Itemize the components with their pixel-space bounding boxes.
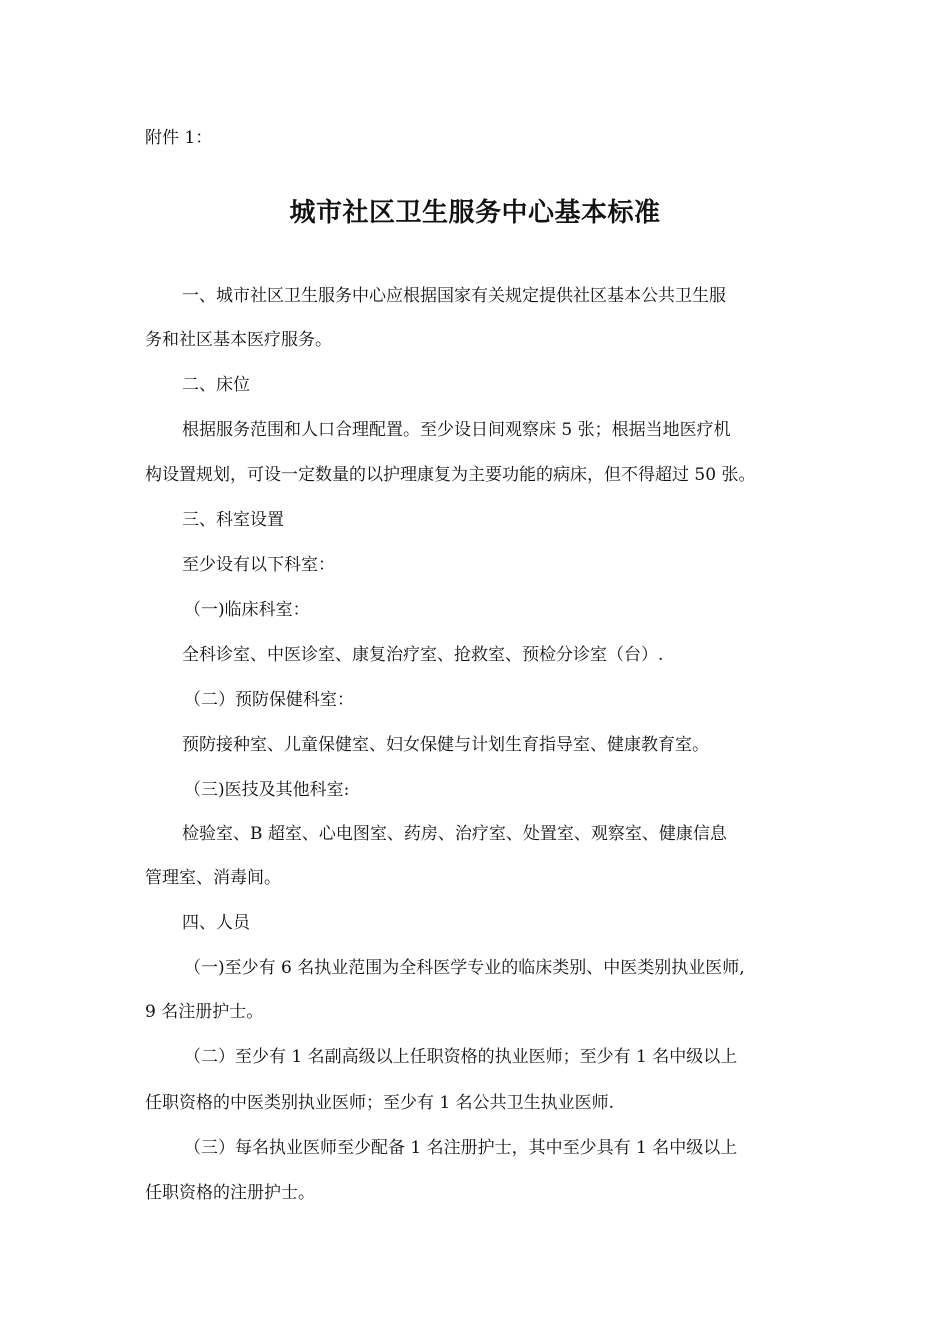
paragraph-line: （二）至少有 1 名副高级以上任职资格的执业医师；至少有 1 名中级以上: [184, 1047, 738, 1067]
paragraph-line: 管理室、消毒间。: [145, 868, 281, 888]
paragraph-line: 务和社区基本医疗服务。: [145, 330, 332, 350]
paragraph-line: 任职资格的中医类别执业医师；至少有 1 名公共卫生执业医师.: [145, 1093, 615, 1113]
document-title: 城市社区卫生服务中心基本标准: [289, 198, 661, 228]
paragraph-line: 检验室、B 超室、心电图室、药房、治疗室、处置室、观察室、健康信息: [182, 824, 727, 844]
section-heading: 四、人员: [182, 913, 250, 933]
paragraph-line: 9 名注册护士。: [145, 1002, 264, 1022]
paragraph-line: 构设置规划，可设一定数量的以护理康复为主要功能的病床，但不得超过 50 张。: [145, 465, 756, 485]
section-heading: 二、床位: [182, 375, 250, 395]
paragraph-line: 一、城市社区卫生服务中心应根据国家有关规定提供社区基本公共卫生服: [182, 286, 726, 306]
subsection-heading: （三)医技及其他科室:: [184, 780, 350, 800]
section-heading: 三、科室设置: [182, 510, 284, 530]
attachment-label: 附件 1：: [145, 128, 213, 148]
paragraph-line: 全科诊室、中医诊室、康复治疗室、抢救室、预检分诊室（台）.: [182, 645, 664, 665]
paragraph-line: 预防接种室、儿童保健室、妇女保健与计划生育指导室、健康教育室。: [182, 735, 709, 755]
paragraph-line: 根据服务范围和人口合理配置。至少设日间观察床 5 张；根据当地医疗机: [182, 420, 731, 440]
paragraph-line: （一)至少有 6 名执业范围为全科医学专业的临床类别、中医类别执业医师,: [184, 958, 745, 978]
paragraph-line: 至少设有以下科室：: [182, 555, 335, 575]
paragraph-line: 任职资格的注册护士。: [145, 1183, 315, 1203]
paragraph-line: （三）每名执业医师至少配备 1 名注册护士，其中至少具有 1 名中级以上: [184, 1138, 738, 1158]
subsection-heading: （二）预防保健科室：: [184, 690, 354, 710]
subsection-heading: （一)临床科室：: [184, 600, 310, 620]
